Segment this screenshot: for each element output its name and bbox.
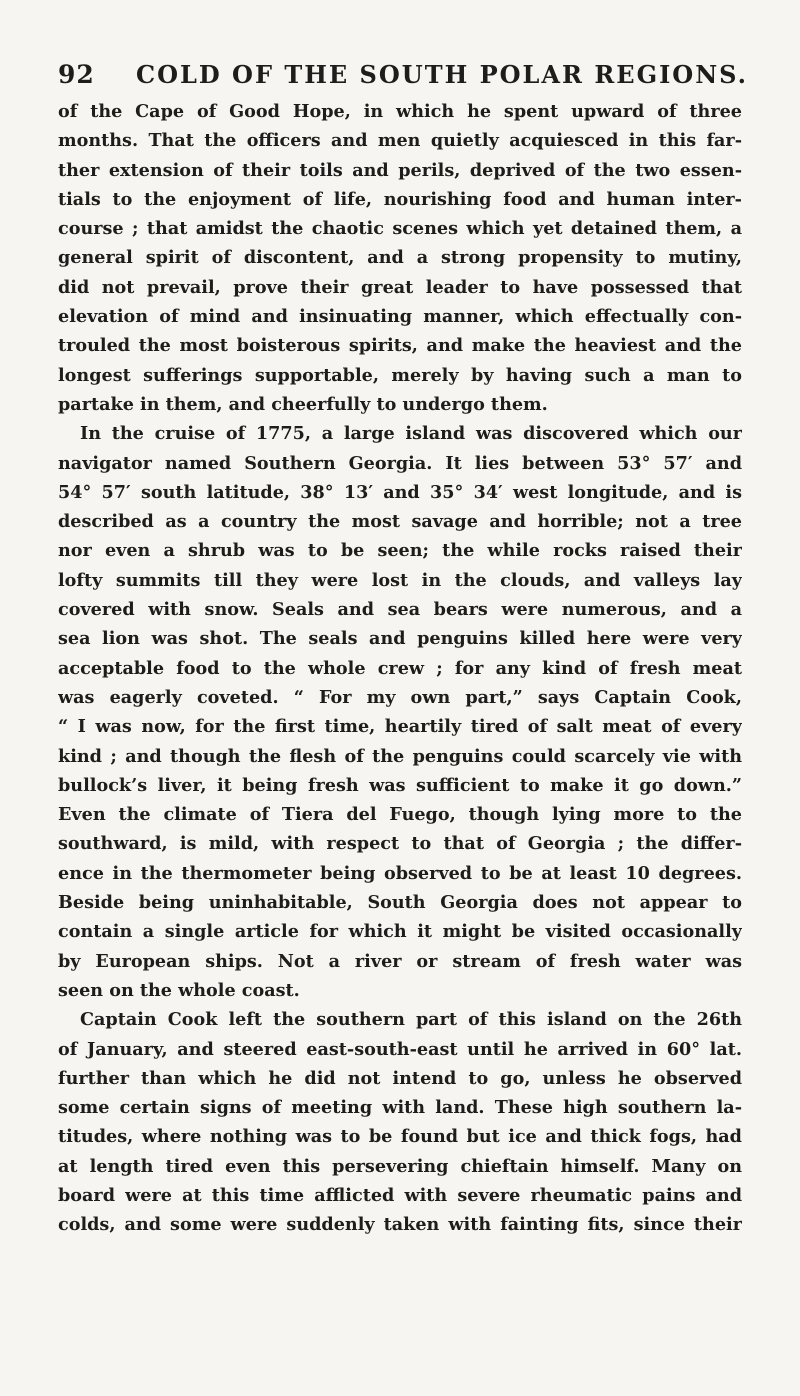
text-line: tials to the enjoyment of life, nourishing food and human inter- (58, 188, 742, 210)
text-line: bullock’s liver, it being fresh was sufficient to make it go down.” (58, 774, 742, 796)
text-line: nor even a shrub was to be seen; the while rocks raised their (58, 540, 742, 562)
text-line: lofty summits till they were lost in the clouds, and valleys lay (58, 569, 742, 591)
text-line: board were at this time afflicted with severe rheumatic pains and (58, 1184, 742, 1206)
text-line: course ; that amidst the chaotic scenes which yet detained them, a (58, 218, 742, 240)
text-line: Even the climate of Tiera del Fuego, though lying more to the (58, 804, 742, 826)
text-line: southward, is mild, with respect to that of Georgia ; the differ- (58, 833, 742, 855)
text-line: Beside being uninhabitable, South Georgia does not appear to (58, 892, 742, 914)
page-number: 92 (58, 60, 95, 89)
text-line: described as a country the most savage and horrible; not a tree (58, 511, 742, 533)
text-line: navigator named Southern Georgia. It lies between 53° 57′ and (58, 452, 742, 474)
text-line: longest sufferings supportable, merely by having such a man to (58, 364, 742, 386)
text-line: sea lion was shot. The seals and penguins killed here were very (58, 628, 742, 650)
text-line: general spirit of discontent, and a strong propensity to mutiny, (58, 247, 742, 269)
text-line: ence in the thermometer being observed to be at least 10 degrees. (58, 862, 742, 884)
text-line: was eagerly coveted. “ For my own part,” says Captain Cook, (58, 686, 742, 708)
text-line: did not prevail, prove their great leader to have possessed that (58, 276, 742, 298)
text-line: some certain signs of meeting with land. These high southern la- (58, 1097, 742, 1119)
text-line: titudes, where nothing was to be found but ice and thick fogs, had (58, 1126, 742, 1148)
text-line: kind ; and though the flesh of the penguins could scarcely vie with (58, 745, 742, 767)
text-line: of the Cape of Good Hope, in which he spent upward of three (58, 101, 742, 122)
text-line: Captain Cook left the southern part of this island on the 26th (80, 1009, 742, 1031)
text-line: elevation of mind and insinuating manner, which effectually con- (58, 306, 742, 328)
text-line: trouled the most boisterous spirits, and make the heaviest and the (58, 335, 742, 357)
text-line: by European ships. Not a river or stream of fresh water was (58, 950, 742, 972)
text-line: In the cruise of 1775, a large island was discovered which our (80, 423, 742, 445)
text-line: 54° 57′ south latitude, 38° 13′ and 35° 34′ west longitude, and is (58, 481, 742, 503)
text-line: months. That the officers and men quietly acquiesced in this far- (58, 130, 742, 152)
body-text (58, 97, 742, 1240)
text-line: at length tired even this persevering chieftain himself. Many on (58, 1155, 742, 1177)
text-line: of January, and steered east-south-east until he arrived in 60° lat. (58, 1038, 742, 1060)
text-line: seen on the whole coast. (58, 979, 300, 1001)
text-line: contain a single article for which it might be visited occasionally (58, 921, 742, 943)
text-line: acceptable food to the whole crew ; for any kind of fresh meat (58, 657, 742, 679)
text-line: colds, and some were suddenly taken with fainting fits, since their (58, 1214, 742, 1236)
text-line: covered with snow. Seals and sea bears were numerous, and a (58, 599, 742, 621)
running-title: COLD OF THE SOUTH POLAR REGIONS. (136, 60, 748, 89)
text-line: ther extension of their toils and perils, deprived of the two essen- (58, 159, 742, 181)
text-line: further than which he did not intend to go, unless he observed (58, 1067, 742, 1089)
text-line: “ I was now, for the first time, heartily tired of salt meat of every (58, 716, 742, 738)
text-line: partake in them, and cheerfully to undergo them. (58, 393, 548, 415)
